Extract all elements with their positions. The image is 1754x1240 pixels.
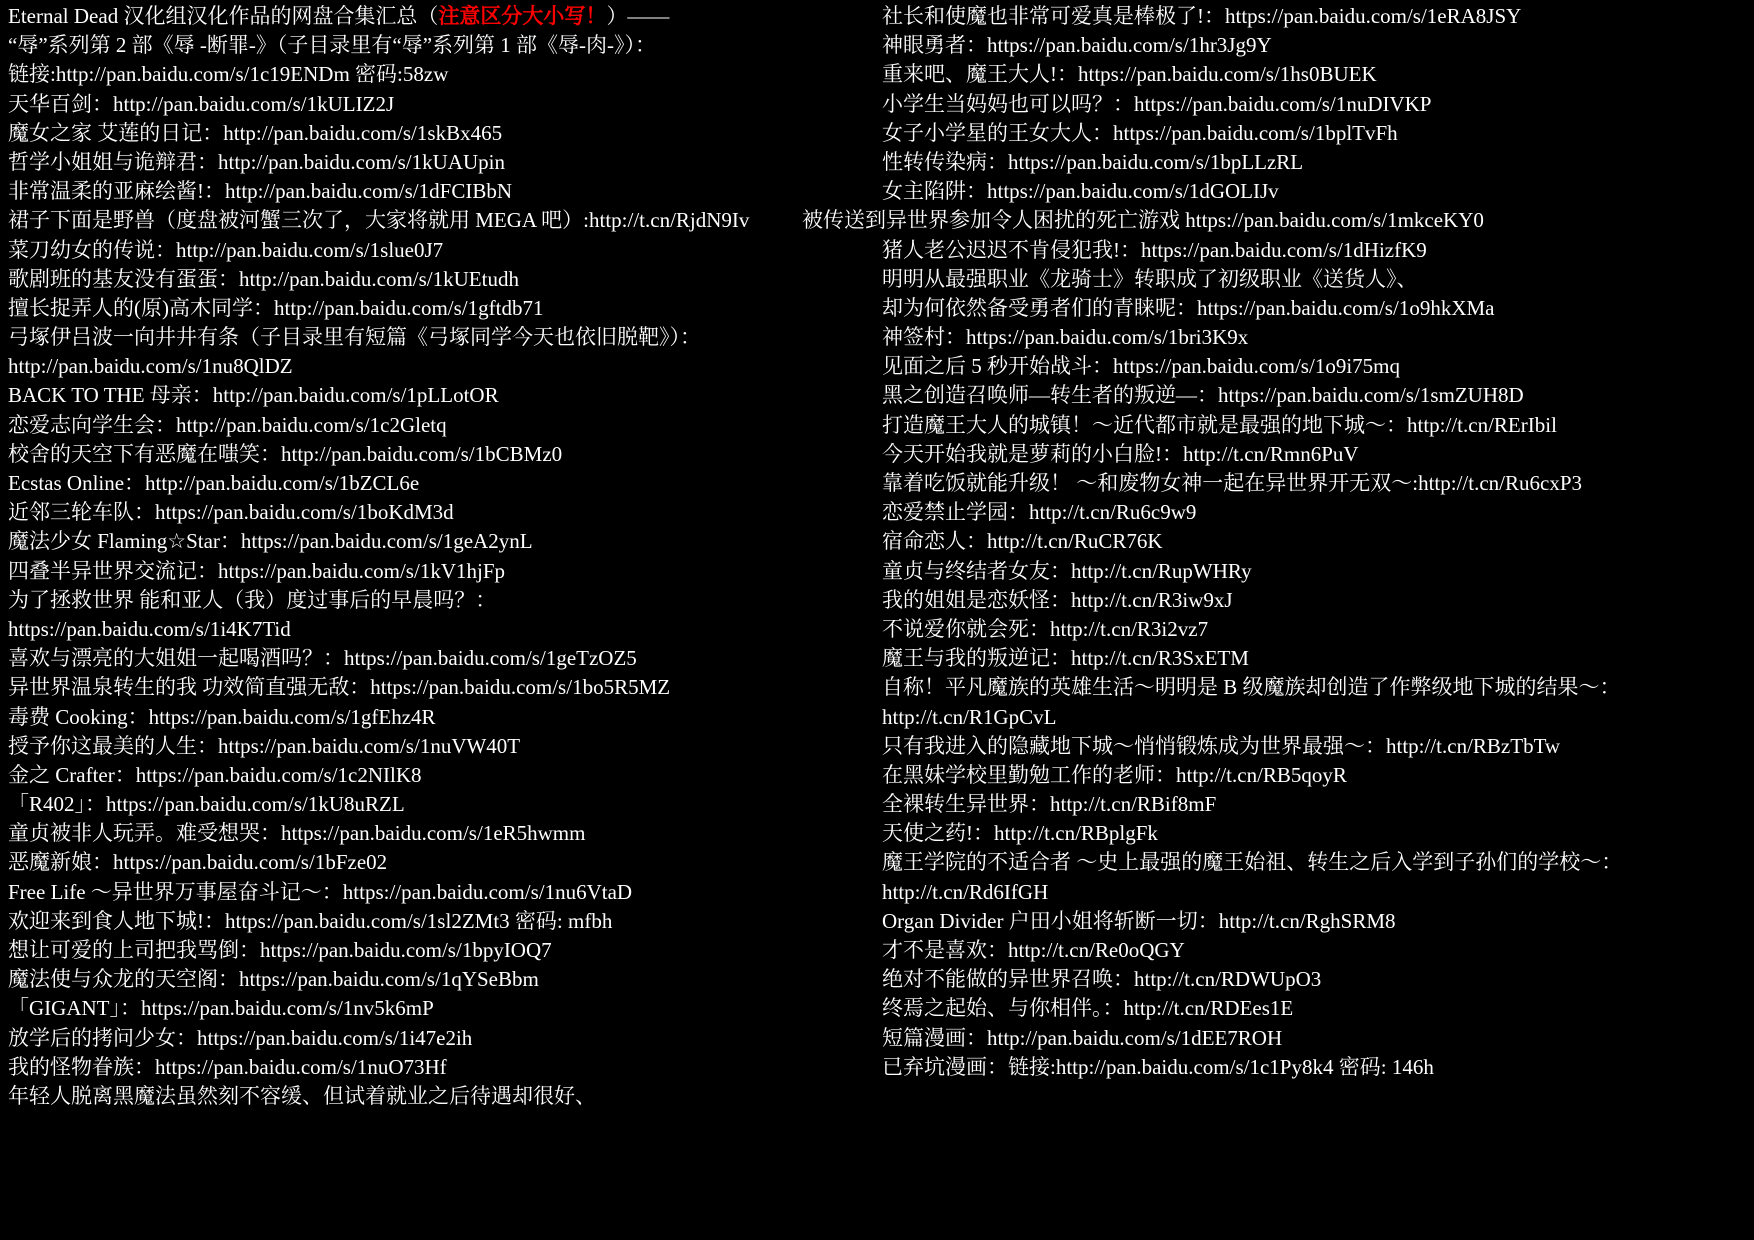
list-item: 宿命恋人：http://t.cn/RuCR76K [882, 529, 1163, 554]
list-item: 校舍的天空下有恶魔在嗤笑：http://pan.baidu.com/s/1bCBMz0 [8, 441, 563, 466]
page-title [8, 2, 878, 31]
right-column [802, 2, 1754, 1082]
list-item: 为了拯救世界 能和亚人（我）度过事后的早晨吗？： [8, 587, 497, 612]
list-item: Free Life ～异世界万事屋奋斗记～：https://pan.baidu.com/s/1nu6VtaD [8, 879, 633, 904]
list-item: 只有我进入的隐藏地下城～悄悄锻炼成为世界最强～：http://t.cn/RBzTbTw [882, 733, 1561, 758]
list-item: 恋爱禁止学园：http://t.cn/Ru6c9w9 [882, 500, 1197, 525]
list-item: 却为何依然备受勇者们的青睐呢：https://pan.baidu.com/s/1o9hkXMa [882, 295, 1495, 320]
list-item: 童贞被非人玩弄。难受想哭：https://pan.baidu.com/s/1eR5hwmm [8, 821, 586, 846]
list-item: 菜刀幼女的传说：http://pan.baidu.com/s/1slue0J7 [8, 237, 444, 262]
list-item: 我的姐姐是恋妖怪：http://t.cn/R3iw9xJ [882, 587, 1233, 612]
list-item: 魔法使与众龙的天空阁：https://pan.baidu.com/s/1qYSeBbm [8, 967, 539, 992]
list-item: 短篇漫画：http://pan.baidu.com/s/1dEE7ROH [882, 1025, 1283, 1050]
list-item: 明明从最强职业《龙骑士》转职成了初级职业《送货人》、 [882, 266, 1418, 291]
list-item: 天使之药!：http://t.cn/RBplgFk [882, 821, 1158, 846]
list-item: 不说爱你就会死：http://t.cn/R3i2vz7 [882, 616, 1209, 641]
list-item: 魔王学院的不适合者 ～史上最强的魔王始祖、转生之后入学到子孙们的学校～： [882, 850, 1623, 875]
list-item: 年轻人脱离黑魔法虽然刻不容缓、但试着就业之后待遇却很好、 [8, 1083, 596, 1108]
list-item: 神签村：https://pan.baidu.com/s/1bri3K9x [882, 325, 1249, 350]
list-item: 黑之创造召唤师—转生者的叛逆—：https://pan.baidu.com/s/1smZUH8D [882, 383, 1524, 408]
list-item: 靠着吃饭就能升级！ ～和废物女神一起在异世界开无双～:http://t.cn/Ru6cxP3 [882, 471, 1583, 495]
list-item: 裙子下面是野兽（度盘被河蟹三次了，大家将就用 MEGA 吧）:http://t.cn/RjdN9Iv [8, 208, 750, 233]
list-item: 恋爱志向学生会：http://pan.baidu.com/s/1c2Gletq [8, 412, 447, 437]
list-item: 小学生当妈妈也可以吗？：https://pan.baidu.com/s/1nuDIVKP [882, 91, 1432, 116]
list-item: 已弃坑漫画：链接:http://pan.baidu.com/s/1c1Py8k4 密码: 146h [882, 1054, 1434, 1079]
title-prefix: Eternal Dead 汉化组汉化作品的网盘合集汇总（ [8, 4, 439, 28]
list-item: 授予你这最美的人生：https://pan.baidu.com/s/1nuVW40T [8, 733, 521, 758]
list-item: 「R402」：https://pan.baidu.com/s/1kU8uRZL [8, 792, 405, 817]
list-item: 放学后的拷问少女：https://pan.baidu.com/s/1i47e2ih [8, 1025, 473, 1050]
list-item: 魔女之家 艾莲的日记：http://pan.baidu.com/s/1skBx465 [8, 120, 503, 145]
list-item: 金之 Crafter：https://pan.baidu.com/s/1c2NIlK8 [8, 762, 422, 787]
list-item: 魔法少女 Flaming☆Star：https://pan.baidu.com/s/1geA2ynL [8, 529, 533, 554]
list-item: 歌剧班的基友没有蛋蛋：http://pan.baidu.com/s/1kUEtudh [8, 266, 519, 291]
list-item: 被传送到异世界参加令人困扰的死亡游戏 https://pan.baidu.com/s/1mkceKY0 [802, 208, 1484, 233]
list-item: 今天开始我就是萝莉的小白脸!：http://t.cn/Rmn6PuV [882, 441, 1359, 466]
list-item: 神眼勇者：https://pan.baidu.com/s/1hr3Jg9Y [882, 33, 1272, 58]
title-suffix: ）—— [606, 4, 670, 28]
list-item: “辱”系列第 2 部《辱 -断罪-》（子目录里有“辱”系列第 1 部《辱-肉-》）： [8, 33, 657, 58]
list-item: 女子小学星的王女大人：https://pan.baidu.com/s/1bplTvFh [882, 120, 1398, 145]
list-item: http://t.cn/R1GpCvL [882, 704, 1057, 729]
list-item: 我的怪物眷族：https://pan.baidu.com/s/1nuO73Hf [8, 1054, 447, 1079]
list-item: http://pan.baidu.com/s/1nu8QlDZ [8, 354, 293, 379]
list-item: 近邻三轮车队：https://pan.baidu.com/s/1boKdM3d [8, 500, 454, 525]
list-item: 重来吧、魔王大人!：https://pan.baidu.com/s/1hs0BUEK [882, 62, 1377, 87]
list-item: 女主陷阱：https://pan.baidu.com/s/1dGOLIJv [882, 179, 1279, 204]
list-item: 链接:http://pan.baidu.com/s/1c19ENDm 密码:58zw [8, 62, 449, 87]
list-item: 欢迎来到食人地下城!：https://pan.baidu.com/s/1sl2ZMt3 密码: mfbh [8, 908, 613, 933]
list-item: 天华百剑：http://pan.baidu.com/s/1kULIZ2J [8, 91, 395, 116]
list-item: 终焉之起始、与你相伴。：http://t.cn/RDEes1E [882, 996, 1294, 1021]
list-item: Organ Divider 户田小姐将斩断一切：http://t.cn/RghSRM8 [882, 908, 1396, 933]
list-item: 「GIGANT」：https://pan.baidu.com/s/1nv5k6mP [8, 996, 434, 1021]
list-item: 恶魔新娘：https://pan.baidu.com/s/1bFze02 [8, 850, 388, 875]
list-item: BACK TO THE 母亲：http://pan.baidu.com/s/1pLLotOR [8, 383, 499, 408]
list-item: 异世界温泉转生的我 功效简直强无敌：https://pan.baidu.com/s/1bo5R5MZ [8, 675, 671, 700]
case-sensitivity-warning: 注意区分大小写！ [438, 4, 607, 28]
list-item: 哲学小姐姐与诡辩君：http://pan.baidu.com/s/1kUAUpin [8, 149, 505, 174]
list-item: 魔王与我的叛逆记：http://t.cn/R3SxETM [882, 646, 1249, 671]
list-item: 喜欢与漂亮的大姐姐一起喝酒吗？：https://pan.baidu.com/s/1geTzOZ5 [8, 646, 637, 671]
list-item: 四叠半异世界交流记：https://pan.baidu.com/s/1kV1hjFp [8, 558, 505, 583]
list-item: 童贞与终结者女友：http://t.cn/RupWHRy [882, 558, 1252, 583]
list-item: 想让可爱的上司把我骂倒：https://pan.baidu.com/s/1bpyIOQ7 [8, 938, 552, 962]
list-item: 打造魔王大人的城镇！～近代都市就是最强的地下城～：http://t.cn/RErIbil [882, 412, 1557, 437]
list-item: Ecstas Online：http://pan.baidu.com/s/1bZCL6e [8, 471, 420, 495]
list-item: 性转传染病：https://pan.baidu.com/s/1bpLLzRL [882, 149, 1304, 174]
list-item: http://t.cn/Rd6IfGH [882, 879, 1049, 904]
list-item: 自称！平凡魔族的英雄生活～明明是 B 级魔族却创造了作弊级地下城的结果～： [882, 675, 1621, 700]
left-column [8, 2, 878, 1111]
list-item: 社长和使魔也非常可爱真是棒极了!：https://pan.baidu.com/s/1eRA8JSY [882, 4, 1522, 28]
list-item: https://pan.baidu.com/s/1i4K7Tid [8, 616, 291, 641]
list-item: 毒费 Cooking：https://pan.baidu.com/s/1gfEhz4R [8, 704, 436, 729]
list-item: 全裸转生异世界：http://t.cn/RBif8mF [882, 792, 1217, 817]
list-item: 见面之后 5 秒开始战斗：https://pan.baidu.com/s/1o9i75mq [882, 354, 1400, 379]
list-item: 擅长捉弄人的(原)高木同学：http://pan.baidu.com/s/1gftdb71 [8, 295, 544, 320]
list-item: 弓塚伊吕波一向井井有条（子目录里有短篇《弓塚同学今天也依旧脱靶》）： [8, 325, 701, 350]
list-item: 猪人老公迟迟不肯侵犯我!：https://pan.baidu.com/s/1dHizfK9 [882, 237, 1427, 262]
list-item: 绝对不能做的异世界召唤：http://t.cn/RDWUpO3 [882, 967, 1322, 992]
list-item: 在黑妹学校里勤勉工作的老师：http://t.cn/RB5qoyR [882, 762, 1347, 787]
list-item: 非常温柔的亚麻绘酱!：http://pan.baidu.com/s/1dFCIBbN [8, 179, 512, 204]
list-item: 才不是喜欢：http://t.cn/Re0oQGY [882, 938, 1185, 962]
